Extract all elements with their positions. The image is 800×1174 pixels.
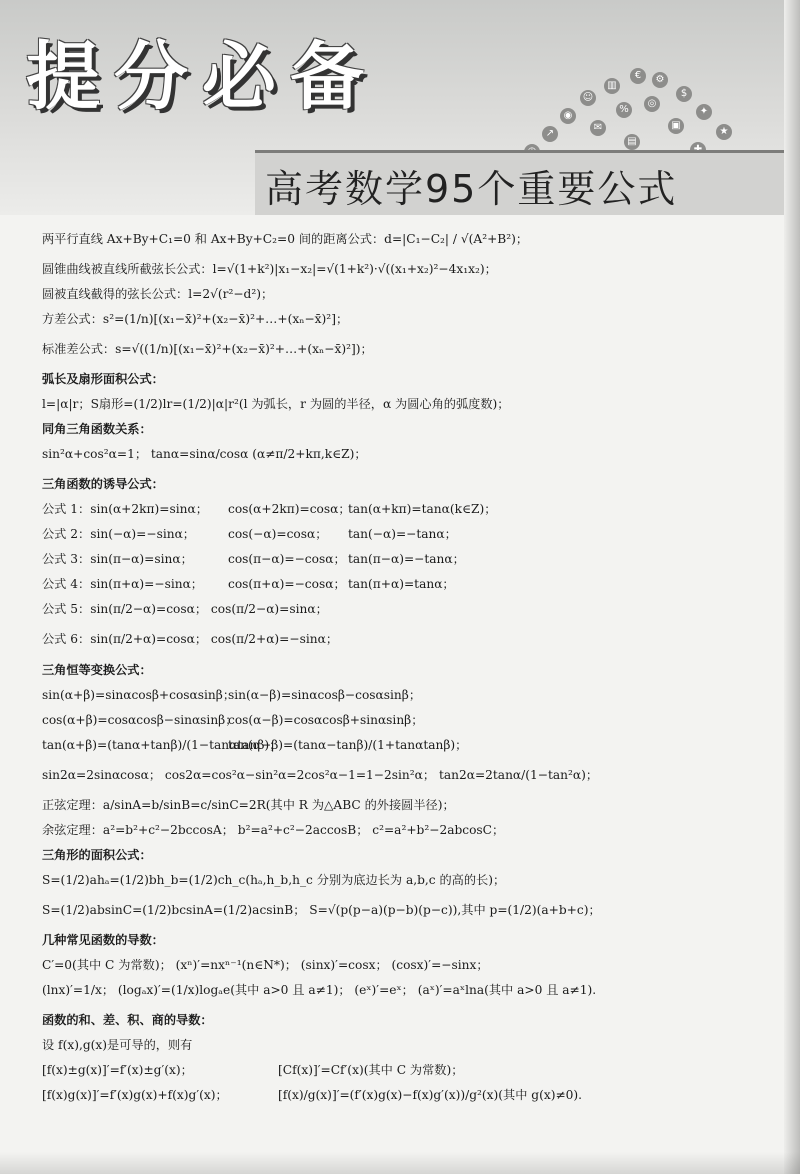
formula-cell: [f(x)±g(x)]′=f′(x)±g′(x)； [42,1062,193,1077]
formula-cell: cos(α+β)=cosαcosβ−sinαsinβ； [42,712,238,727]
formula-cell: [f(x)/g(x)]′=(f′(x)g(x)−f(x)g′(x))/g²(x)(其中 g(x)≠0). [278,1088,583,1102]
subtitle: 高考数学95个重要公式 [265,167,678,211]
heading-induction: 三角函数的诱导公式： [42,477,164,492]
formula-double-angle: sin2α=2sinαcosα； cos2α=cos²α−sin²α=2cos²α−1=1−2sin²α； tan2α=2tanα/(1−tan²α)； [42,767,599,782]
mail-icon: ✉ [590,120,606,136]
page-bottom-shadow [0,1152,800,1174]
person-icon: ☺ [580,90,596,106]
currency-icon: € [630,68,646,84]
formula-law-of-sines: 正弦定理：a/sinA=b/sinB=c/sinC=2R(其中 R 为△ABC 的外接圆半径)； [42,797,455,812]
formula-cell: 公式 2：sin(−α)=−sinα； [42,527,195,542]
formula-cell: cos(α−β)=cosαcosβ+sinαsinβ； [228,712,424,727]
bag-icon: ▤ [624,134,640,150]
formula-cell: cos(π+α)=−cosα； [228,577,346,592]
globe-icon: ◎ [644,96,660,112]
formula-law-of-cosines: 余弦定理：a²=b²+c²−2bccosA； b²=a²+c²−2accosB； c²=a²+b²−2abcosC； [42,822,505,837]
formula-cell: cos(α+2kπ)=cosα； [228,502,351,517]
heading-derivatives: 几种常见函数的导数： [42,932,164,947]
formula-cell: cos(−α)=cosα； [228,527,328,542]
chart-icon: ▥ [604,78,620,94]
formula-induction-row [42,552,762,566]
formula-cell: sin(α−β)=sinαcosβ−cosαsinβ； [228,687,422,702]
formula-induction-6: 公式 6：sin(π/2+α)=cosα； cos(π/2+α)=−sinα； [42,632,339,647]
formula-triangle-area-sine: S=(1/2)absinC=(1/2)bcsinA=(1/2)acsinB； S=√(p(p−a)(p−b)(p−c)),其中 p=(1/2)(a+b+c)； [42,902,601,917]
formula-list [42,232,762,1113]
formula-trig-row [42,713,762,727]
formula-arc-sector: l=|α|r；S扇形=(1/2)lr=(1/2)|α|r²(l 为弧长，r 为圆的半径，α 为圆心角的弧度数)； [42,397,510,412]
formula-derivatives-2: (lnx)′=1/x； (logₐx)′=(1/x)logₐe(其中 a>0 且 a≠1)； (eˣ)′=eˣ； (aˣ)′=aˣlna(其中 a>0 且 a≠1). [42,982,597,997]
formula-derivative-row [42,1063,762,1077]
formula-variance: 方差公式：s²=(1/n)[(x₁−x̄)²+(x₂−x̄)²+…+(xₙ−x̄)²]； [42,312,349,327]
business-icons-decoration [520,68,750,163]
main-title: 提分必备 [26,34,378,120]
formula-derivative-intro: 设 f(x),g(x)是可导的，则有 [42,1037,193,1052]
formula-cell: cos(π−α)=−cosα； [228,552,346,567]
formula-derivative-row [42,1088,762,1102]
formula-induction-row [42,502,762,516]
formula-cell: tan(α+kπ)=tanα(k∈Z)； [348,502,497,517]
formula-cell: 公式 1：sin(α+2kπ)=sinα； [42,502,208,517]
formula-parallel-line-distance: 两平行直线 Ax+By+C₁=0 和 Ax+By+C₂=0 间的距离公式：d=|C₁−C₂| / √(A²+B²)； [42,232,529,246]
formula-cell: [Cf(x)]′=Cf′(x)(其中 C 为常数)； [278,1062,464,1077]
formula-cell: 公式 4：sin(π+α)=−sinα； [42,577,203,592]
dollar-icon: $ [676,86,692,102]
percent-icon: % [616,102,632,118]
heading-derivative-rules: 函数的和、差、积、商的导数： [42,1012,213,1027]
formula-induction-row [42,527,762,541]
heading-trig-identities: 三角恒等变换公式： [42,662,152,677]
formula-trig-row [42,688,762,702]
gear-icon: ⚙ [652,72,668,88]
formula-cell: tan(α−β)=(tanα−tanβ)/(1+tanαtanβ)； [228,737,468,752]
graph-icon: ↗ [542,126,558,142]
formula-cell: tan(π+α)=tanα； [348,577,455,592]
lightbulb-icon: ✦ [696,104,712,120]
star-icon: ★ [716,124,732,140]
cart-icon: ▣ [668,118,684,134]
formula-induction-row [42,577,762,591]
formula-induction-5: 公式 5：sin(π/2−α)=cosα； cos(π/2−α)=sinα； [42,602,328,617]
formula-chord-length-circle: 圆被直线截得的弦长公式：l=2√(r²−d²)； [42,287,274,302]
formula-cell: tan(−α)=−tanα； [348,527,457,542]
formula-trig-row [42,738,762,752]
formula-cell: sin(α+β)=sinαcosβ+cosαsinβ； [42,687,236,702]
formula-chord-length-conic: 圆锥曲线被直线所截弦长公式：l=√(1+k²)|x₁−x₂|=√(1+k²)·√((x₁+x₂)²−4x₁x₂)； [42,262,497,277]
page-edge [784,0,800,1174]
formula-standard-deviation: 标准差公式：s=√((1/n)[(x₁−x̄)²+(x₂−x̄)²+…+(xₙ−x̄)²])； [42,342,373,357]
target-icon: ◉ [560,108,576,124]
formula-cell: [f(x)g(x)]′=f′(x)g(x)+f(x)g′(x)； [42,1088,228,1102]
heading-arc-sector: 弧长及扇形面积公式： [42,372,164,387]
heading-same-angle: 同角三角函数关系： [42,422,152,437]
formula-same-angle: sin²α+cos²α=1； tanα=sinα/cosα (α≠π/2+kπ,k∈Z)； [42,447,367,462]
formula-cell: tan(α+β)=(tanα+tanβ)/(1−tanαtanβ)； [42,737,282,752]
heading-triangle-area: 三角形的面积公式： [42,847,152,862]
formula-derivatives-1: C′=0(其中 C 为常数)； (xⁿ)′=nxⁿ⁻¹(n∈N*)； (sinx)′=cosx； (cosx)′=−sinx； [42,957,489,972]
formula-cell: 公式 3：sin(π−α)=sinα； [42,552,193,567]
formula-triangle-area-height: S=(1/2)ahₐ=(1/2)bh_b=(1/2)ch_c(hₐ,h_b,h_c 分别为底边长为 a,b,c 的高的长)； [42,872,506,887]
formula-cell: tan(π−α)=−tanα； [348,552,465,567]
